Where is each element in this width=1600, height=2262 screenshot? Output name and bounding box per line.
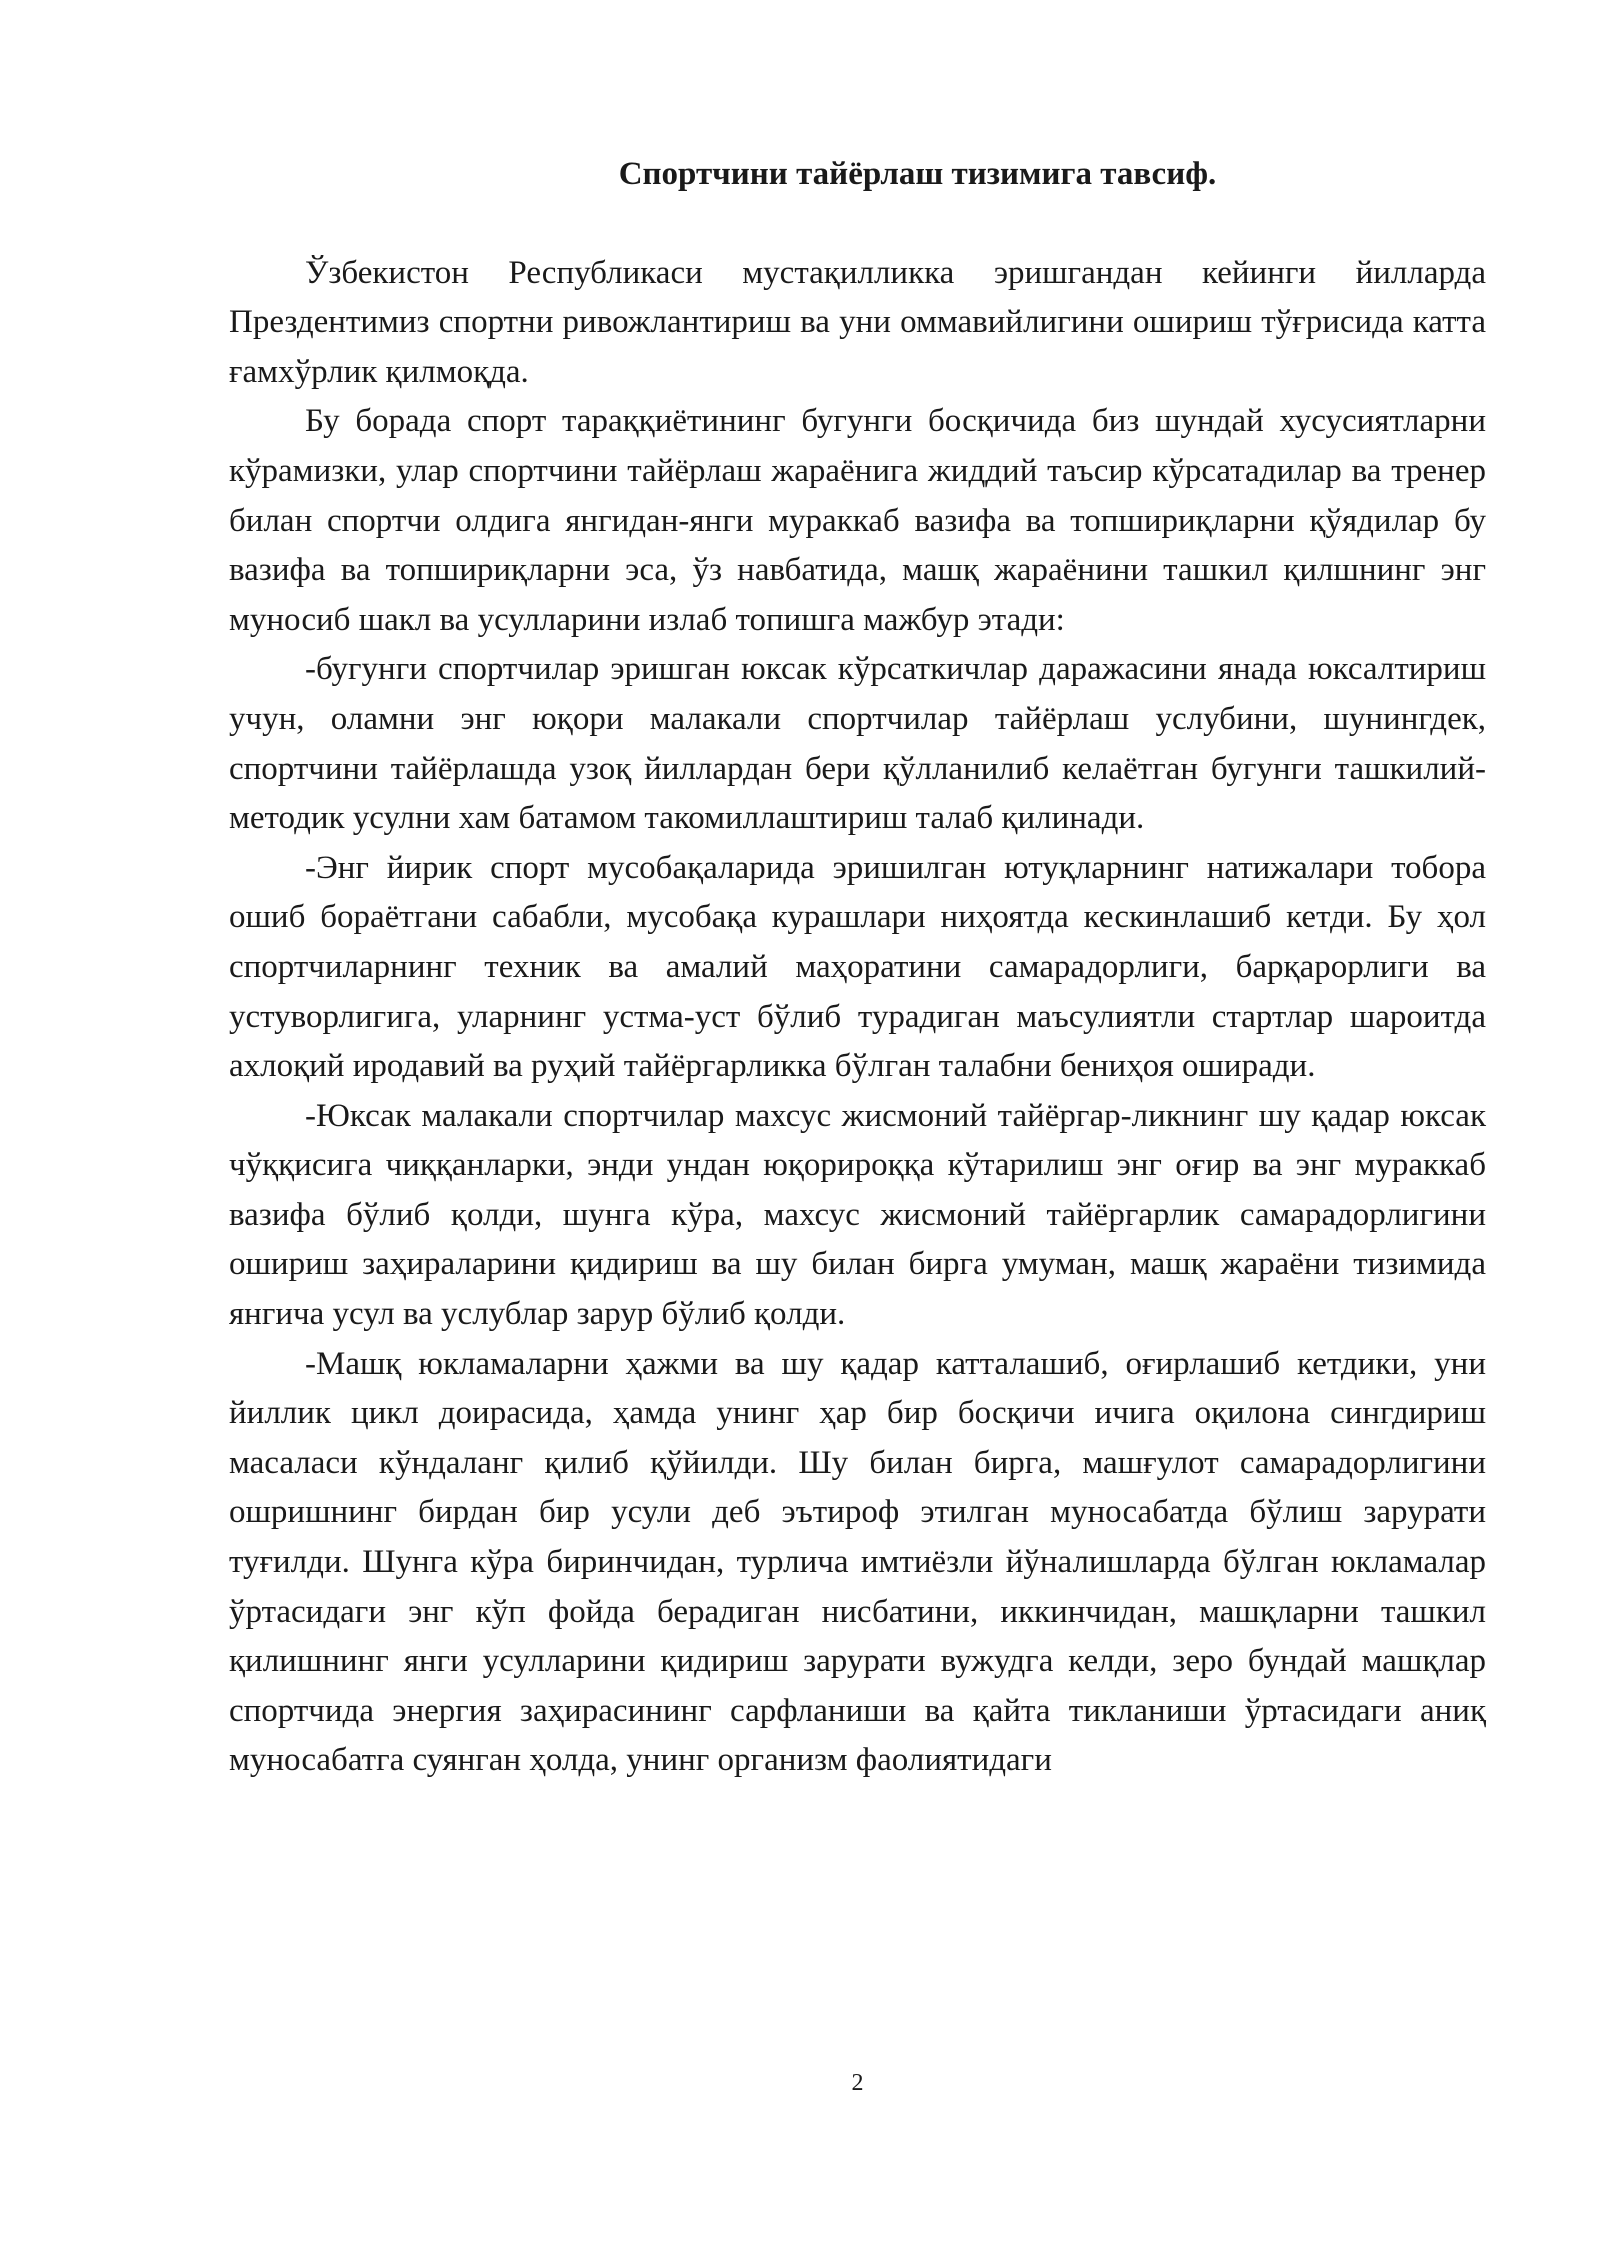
- paragraph-point-3: -Юксак малакали спортчилар махсус жисмоний тайёргар-ликнинг шу қадар юксак чўққисига чиққанларки, энди ундан юқорироққа кўтарилиш энг оғир ва энг мураккаб вазифа бўлиб қолди, шунга кўра, махсус жисмоний тайёргарлик самарадорлигини ошириш заҳираларини қидириш ва шу билан бирга умуман, машқ жараёни тизимида янгича усул ва услублар зарур бўлиб қолди.: [229, 1097, 1486, 1333]
- document-title: Спортчини тайёрлаш тизимига тавсиф.: [618, 156, 1217, 192]
- paragraph-point-4: -Машқ юкламаларни ҳажми ва шу қадар катталашиб, оғирлашиб кетдики, уни йиллик цикл доирасида, ҳамда унинг ҳар бир босқичи ичига оқилона сингдириш масаласи кўндаланг қилиб қўйилди. Шу билан бирга, машғулот самарадорлигини ошришнинг бирдан бир усули деб эътироф этилган муносабатда бўлиш зарурати туғилди. Шунга кўра биринчидан, турлича имтиёзли йўналишларда бўлган юкламалар ўртасидаги энг кўп фойда берадиган нисбатини, иккинчидан, машқларни ташкил қилишнинг янги усулларини қидириш зарурати вужудга келди, зеро бундай машқлар спортчида энергия заҳирасининг сарфланиши ва қайта тикланиши ўртасидаги аниқ муносабатга суянган ҳолда, унинг организм фаолиятидаги: [229, 1345, 1486, 1779]
- paragraph-intro: Ўзбекистон Республикаси мустақилликка эришгандан кейинги йилларда Прездентимиз спортни ривожлантириш ва уни оммавийлигини ошириш тўғрисида катта ғамхўрлик қилмоқда.: [229, 254, 1486, 390]
- paragraph-point-2: -Энг йирик спорт мусобақаларида эришилган ютуқларнинг натижалари тобора ошиб бораётгани сабабли, мусобақа курашлари ниҳоятда кескинлашиб кетди. Бу ҳол спортчиларнинг техник ва амалий маҳоратини самарадорлиги, барқарорлиги ва устуворлигига, уларнинг устма-уст бўлиб турадиган маъсулиятли стартлар шароитда ахлоқий иродавий ва руҳий тайёргарликка бўлган талабни бениҳоя оширади.: [229, 849, 1486, 1085]
- page-number: 2: [851, 2070, 864, 2096]
- page-body: [229, 150, 1486, 1786]
- paragraph-features: Бу борада спорт тараққиётининг бугунги босқичида биз шундай хусусиятларни кўрамизки, улар спортчини тайёрлаш жараёнига жиддий таъсир кўрсатадилар ва тренер билан спортчи олдига янгидан-янги мураккаб вазифа ва топшириқларни қўядилар бу вазифа ва топшириқларни эса, ўз навбатида, машқ жараёнини ташкил қилшнинг энг муносиб шакл ва усулларини излаб топишга мажбур этади:: [229, 403, 1486, 638]
- paragraph-point-1: -бугунги спортчилар эришган юксак кўрсаткичлар даражасини янада юксалтириш учун, оламни энг юқори малакали спортчилар тайёрлаш услубини, шунингдек, спортчини тайёрлашда узоқ йиллардан бери қўлланилиб келаётган бугунги ташкилий-методик усулни хам батамом такомиллаштириш талаб қилинади.: [229, 651, 1486, 837]
